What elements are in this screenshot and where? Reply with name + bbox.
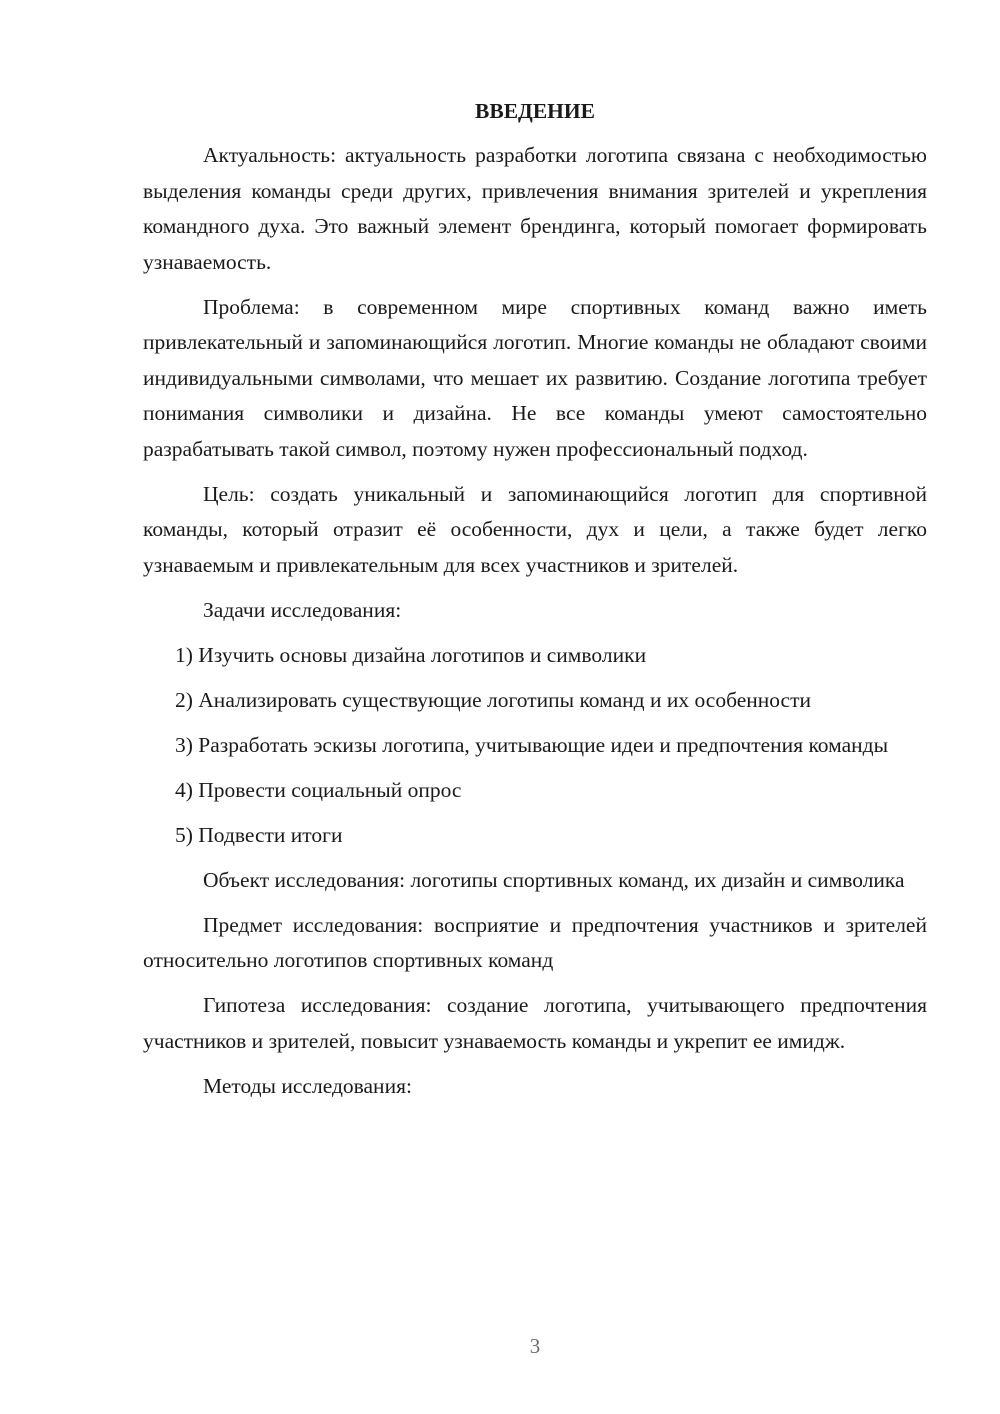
paragraph-hypothesis: Гипотеза исследования: создание логотипа, учитывающего предпочтения участников и зрителей, повысит узнаваемость команды и укрепит ее имидж. (143, 993, 927, 1053)
paragraph-object: Объект исследования: логотипы спортивных команд, их дизайн и символика (203, 867, 905, 892)
task-item-2: 2) Анализировать существующие логотипы команд и их особенности (175, 687, 812, 712)
page-title: ВВЕДЕНИЕ (475, 99, 595, 123)
tasks-heading: Задачи исследования: (203, 597, 402, 622)
paragraph-goal: Цель: создать уникальный и запоминающийся логотип для спортивной команды, который отразит её особенности, дух и цели, а также будет легко узнаваемым и привлекательным для всех участников и зрителей. (143, 481, 927, 577)
paragraph-problem: Проблема: в современном мире спортивных команд важно иметь привлекательный и запоминающийся логотип. Многие команды не обладают своими индивидуальными символами, что мешает их развитию. Создание логотипа требует понимания символики и дизайна. Не все команды умеют самостоятельно разрабатывать такой символ, поэтому нужен профессиональный подход. (143, 294, 927, 461)
paragraph-relevance: Актуальность: актуальность разработки логотипа связана с необходимостью выделения команды среди других, привлечения внимания зрителей и укрепления командного духа. Это важный элемент брендинга, который помогает формировать узнаваемость. (143, 143, 927, 274)
page-number: 3 (529, 1334, 541, 1358)
task-item-1: 1) Изучить основы дизайна логотипов и символики (175, 642, 647, 667)
task-item-5: 5) Подвести итоги (175, 822, 343, 847)
task-item-4: 4) Провести социальный опрос (175, 777, 462, 802)
methods-heading: Методы исследования: (203, 1073, 412, 1098)
document-page (143, 96, 927, 1114)
task-item-3: 3) Разработать эскизы логотипа, учитывающие идеи и предпочтения команды (175, 732, 889, 757)
paragraph-subject: Предмет исследования: восприятие и предпочтения участников и зрителей относительно логотипов спортивных команд (143, 912, 927, 972)
